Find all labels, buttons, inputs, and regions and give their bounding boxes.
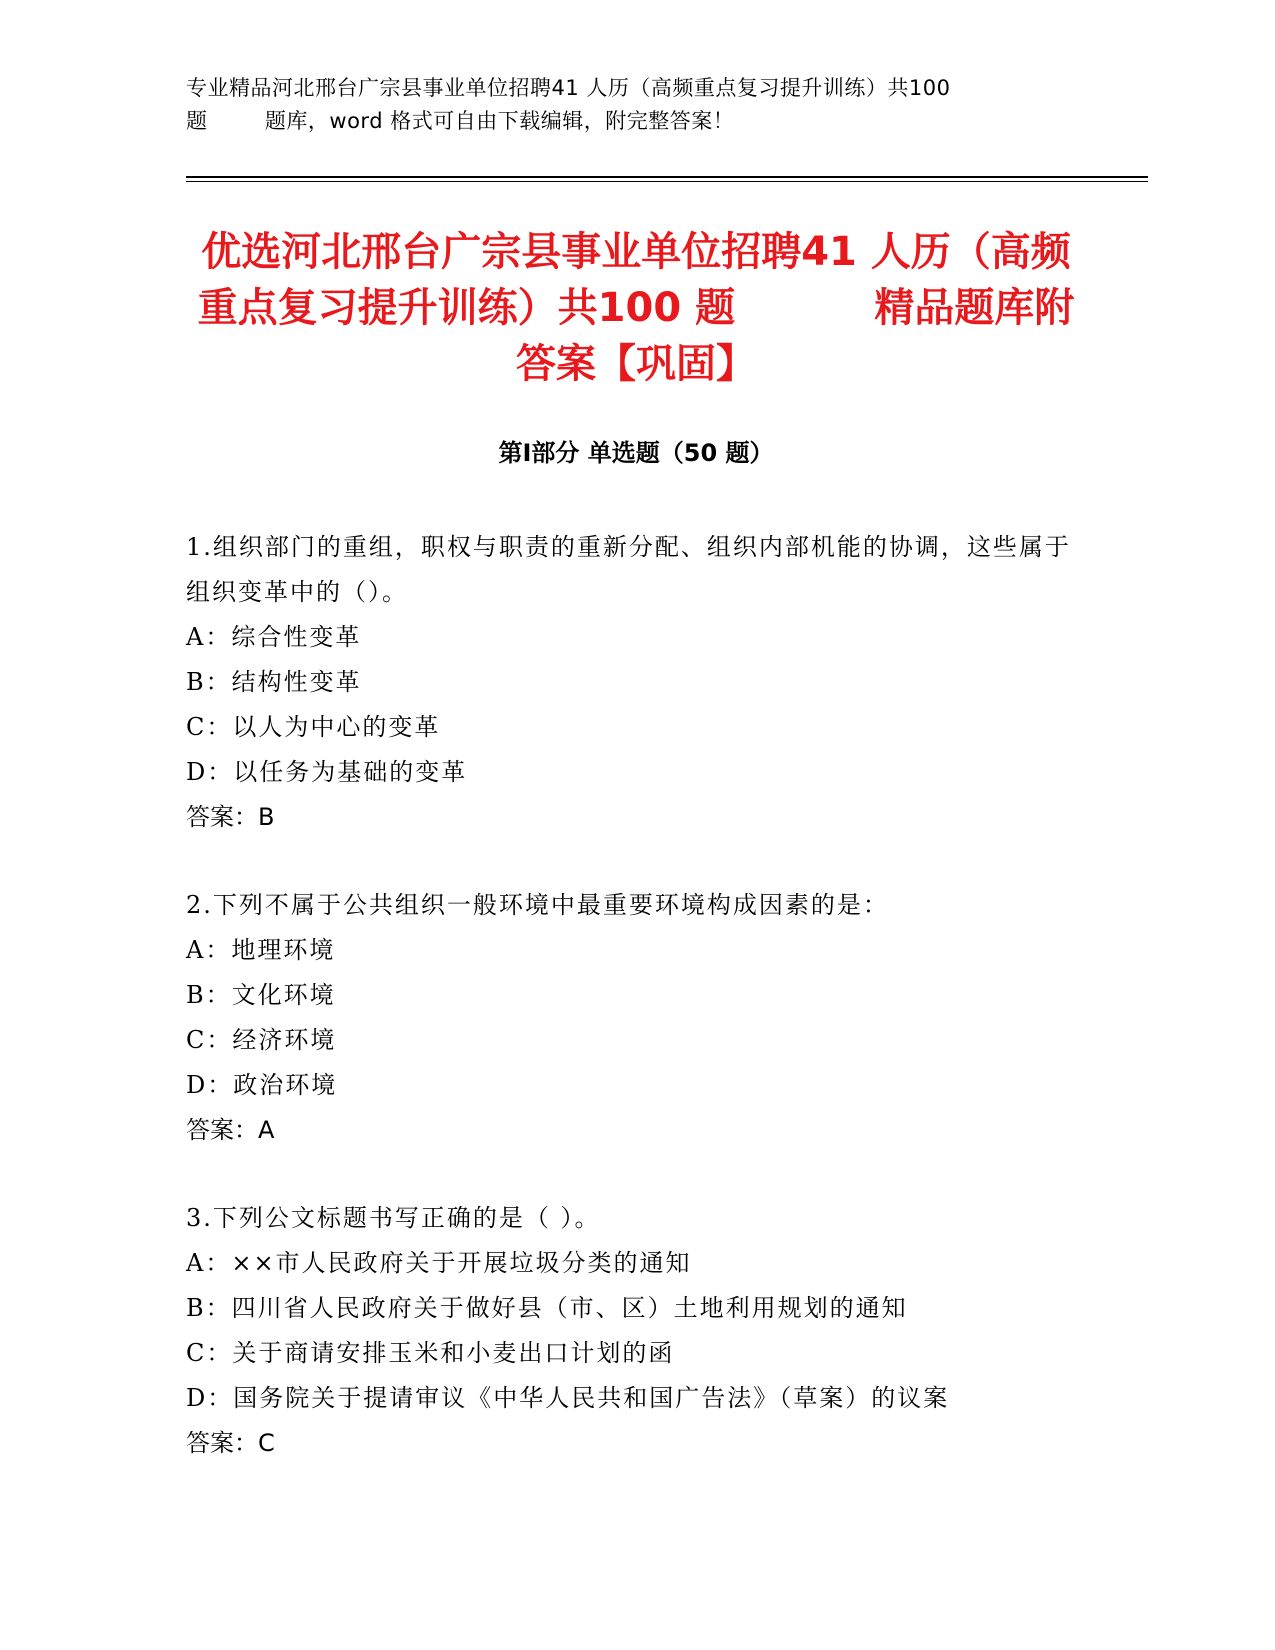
header-line-2: 题 题库，word 格式可自由下载编辑，附完整答案！ [186,109,735,133]
question-3 [186,1196,1086,1466]
question-stem: 3.下列公文标题书写正确的是（ ）。 [186,1204,601,1232]
question-stem: 1.组织部门的重组，职权与职责的重新分配、组织内部机能的协调，这些属于组织变革中的（）。 [186,533,1071,606]
question-list [186,525,1086,1509]
option-b: B：文化环境 [186,981,336,1009]
option-b: B：四川省人民政府关于做好县（市、区）土地利用规划的通知 [186,1294,908,1322]
answer-line: 答案：C [186,1429,275,1457]
option-d: D：国务院关于提请审议《中华人民共和国广告法》（草案）的议案 [186,1384,950,1412]
header-divider-thin [186,181,1148,182]
document-title: 优选河北邢台广宗县事业单位招聘41 人历（高频重点复习提升训练）共100 题 精品题库附答案【巩固】 [197,229,1075,387]
option-b: B：结构性变革 [186,668,362,696]
header-line-1: 专业精品河北邢台广宗县事业单位招聘41 人历（高频重点复习提升训练）共100 [186,76,951,100]
option-c: C：关于商请安排玉米和小麦出口计划的函 [186,1339,675,1367]
option-a: A：地理环境 [186,936,336,964]
question-stem: 2.下列不属于公共组织一般环境中最重要环境构成因素的是： [186,891,889,919]
option-a: A：××市人民政府关于开展垃圾分类的通知 [186,1249,692,1277]
question-2 [186,883,1086,1153]
header-divider-thick [186,176,1148,178]
answer-line: 答案：A [186,1116,275,1144]
page-header [186,72,1066,138]
section-heading: 第Ⅰ部分 单选题（50 题） [498,439,774,467]
option-c: C：以人为中心的变革 [186,713,441,741]
answer-line: 答案：B [186,803,275,831]
option-d: D：以任务为基础的变革 [186,758,468,786]
option-a: A：综合性变革 [186,623,362,651]
question-1 [186,525,1086,840]
option-d: D：政治环境 [186,1071,338,1099]
option-c: C：经济环境 [186,1026,337,1054]
